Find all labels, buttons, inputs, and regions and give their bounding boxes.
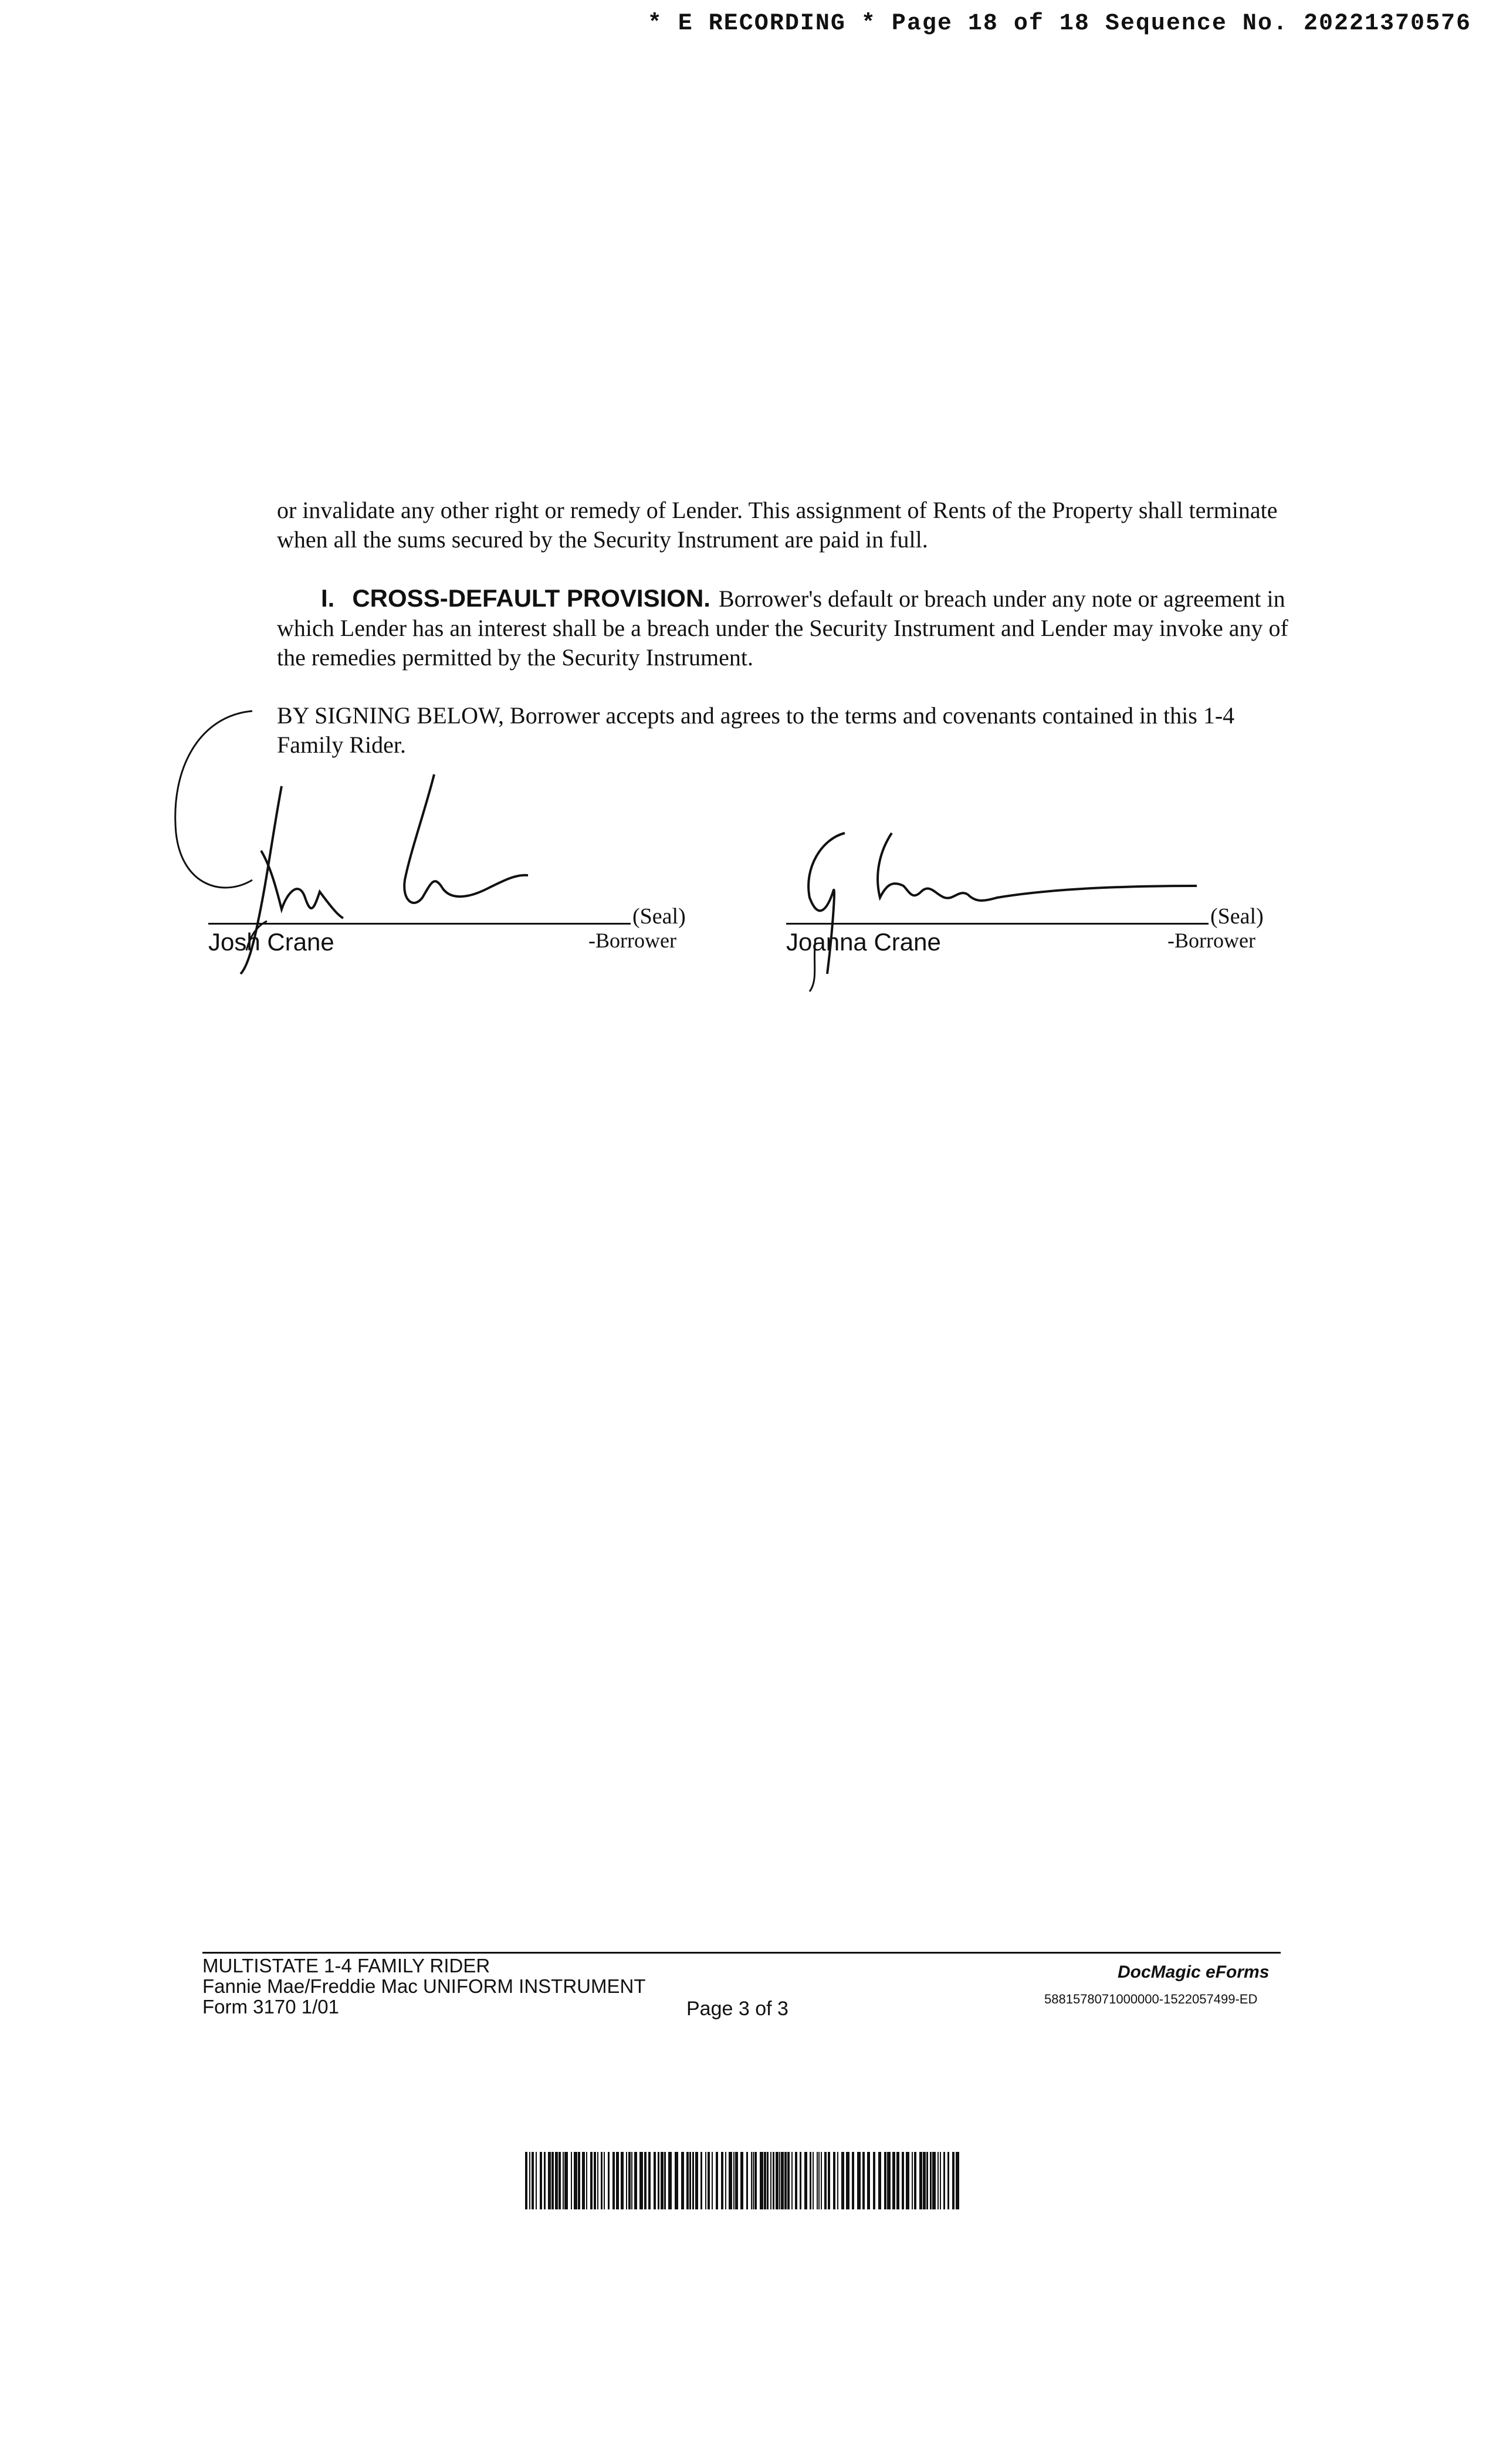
barcode-bar [919, 2152, 922, 2209]
barcode-bar [729, 2152, 732, 2209]
section-letter: I. [321, 584, 335, 612]
barcode-bar [700, 2152, 702, 2209]
barcode-bar [906, 2152, 909, 2209]
barcode-bar [695, 2152, 698, 2209]
form-number: Form 3170 1/01 [202, 1996, 339, 2018]
barcode-bar [776, 2152, 779, 2209]
barcode-bar [902, 2152, 904, 2209]
barcode-bar [604, 2152, 605, 2209]
barcode-bar [536, 2152, 537, 2209]
barcode-bar [781, 2152, 784, 2209]
barcode-bar [821, 2152, 822, 2209]
barcode-bar [947, 2152, 949, 2209]
barcode-bar [912, 2152, 913, 2209]
barcode-bar [540, 2152, 542, 2209]
barcode-bar [529, 2152, 530, 2209]
barcode-bar [760, 2152, 763, 2209]
barcode-bar [773, 2152, 774, 2209]
seal-label-1: (Seal) [632, 904, 686, 929]
barcode-bar [824, 2152, 827, 2209]
barcode-bar [644, 2152, 647, 2209]
form-block [202, 1955, 645, 2017]
barcode-bar [705, 2152, 706, 2209]
barcode-bar [712, 2152, 713, 2209]
barcode-bar [828, 2152, 830, 2209]
barcode-bar [791, 2152, 793, 2209]
barcode-bar [770, 2152, 771, 2209]
barcode-bar [767, 2152, 769, 2209]
barcode-bar [800, 2152, 801, 2209]
form-subtitle: Fannie Mae/Freddie Mac UNIFORM INSTRUMENT [202, 1975, 646, 1997]
barcode-bar [887, 2152, 891, 2209]
barcode-bar [867, 2152, 870, 2209]
cross-default-section [277, 584, 1309, 672]
barcode-bar [628, 2152, 631, 2209]
footer-rule [202, 1952, 1281, 1954]
barcode-bar [559, 2152, 561, 2209]
barcode-bar [681, 2152, 684, 2209]
barcode-bar [937, 2152, 939, 2209]
barcode-bar [689, 2152, 691, 2209]
barcode-bar [923, 2152, 926, 2209]
barcode-bar [733, 2152, 735, 2209]
barcode-bar [857, 2152, 861, 2209]
signature-joanna-crane [786, 821, 1255, 997]
barcode-bar [594, 2152, 596, 2209]
barcode-bar [582, 2152, 585, 2209]
barcode-bar [601, 2152, 603, 2209]
barcode-bar [940, 2152, 941, 2209]
barcode-bar [548, 2152, 551, 2209]
signature-line-2 [786, 923, 1209, 925]
barcode-bar [634, 2152, 637, 2209]
barcode-bar [892, 2152, 895, 2209]
barcode-bar [658, 2152, 659, 2209]
barcode-bar [837, 2152, 838, 2209]
barcode-bar [804, 2152, 807, 2209]
barcode-bar [852, 2152, 854, 2209]
barcode-bar [753, 2152, 754, 2209]
barcode-bar [551, 2152, 554, 2209]
barcode-bar [952, 2152, 955, 2209]
barcode-bar [878, 2152, 881, 2209]
section-text: Borrower's default or breach under any note or agreement in which Lender has an interest shall be a breach under the Security Instrument and Lender may invoke any of the remedies permitted by the Security Instrument. [277, 585, 1288, 671]
barcode-bar [841, 2152, 844, 2209]
barcode-bar [884, 2152, 886, 2209]
barcode-bar [571, 2152, 572, 2209]
barcode-bar [930, 2152, 932, 2209]
barcode-bar [668, 2152, 672, 2209]
page-number: Page 3 of 3 [686, 1998, 788, 2020]
seal-label-2: (Seal) [1210, 904, 1264, 929]
barcode-bar [612, 2152, 615, 2209]
barcode-bar [932, 2152, 936, 2209]
barcode-bar [779, 2152, 780, 2209]
barcode-bar [692, 2152, 694, 2209]
borrower-name-2: Joanna Crane [786, 928, 941, 956]
barcode-bar [813, 2152, 814, 2209]
barcode-bar [716, 2152, 718, 2209]
barcode-bar [661, 2152, 664, 2209]
signing-statement: BY SIGNING BELOW, Borrower accepts and agrees to the terms and covenants contained in this 1-4 Family Rider. [277, 702, 1235, 758]
barcode-bar [740, 2152, 743, 2209]
barcode-bar [586, 2152, 587, 2209]
barcode-bar [555, 2152, 558, 2209]
barcode-bar [846, 2152, 849, 2209]
document-id: 5881578071000000-1522057499-ED [1044, 1992, 1258, 2006]
barcode-bar [574, 2152, 577, 2209]
barcode-bar [721, 2152, 723, 2209]
borrower-role-2: -Borrower [1167, 929, 1255, 952]
section-title: CROSS-DEFAULT PROVISION. [352, 584, 710, 612]
barcode-bar [956, 2152, 959, 2209]
barcode-bar [787, 2152, 790, 2209]
form-title: MULTISTATE 1-4 FAMILY RIDER [202, 1955, 490, 1976]
barcode-bar [943, 2152, 945, 2209]
barcode-bar [764, 2152, 766, 2209]
barcode-bar [544, 2152, 546, 2209]
barcode-bar [873, 2152, 875, 2209]
barcode-bar [675, 2152, 678, 2209]
barcode-bar [833, 2152, 835, 2209]
barcode-bar [818, 2152, 820, 2209]
barcode-bar [784, 2152, 787, 2209]
barcode-bar [563, 2152, 564, 2209]
barcode-bar [725, 2152, 726, 2209]
barcode-bar [735, 2152, 738, 2209]
barcode-bar [708, 2152, 710, 2209]
barcode-bar [532, 2152, 534, 2209]
signature-line-1 [208, 923, 631, 925]
barcode-bar [578, 2152, 580, 2209]
barcode-bar [817, 2152, 818, 2209]
borrower-role-1: -Borrower [588, 929, 676, 952]
barcode-bar [654, 2152, 656, 2209]
barcode-bar [597, 2152, 598, 2209]
barcode-bar [686, 2152, 689, 2209]
barcode-bar [590, 2152, 593, 2209]
borrower-name-1: Josh Crane [208, 928, 334, 956]
barcode-bar [664, 2152, 666, 2209]
barcode [525, 2152, 959, 2209]
barcode-bar [564, 2152, 568, 2209]
docmagic-logo: DocMagic eForms [1118, 1962, 1270, 1982]
barcode-bar [754, 2152, 757, 2209]
barcode-bar [746, 2152, 748, 2209]
recording-header: * E RECORDING * Page 18 of 18 Sequence No. 20221370576 [647, 11, 1471, 37]
barcode-bar [896, 2152, 899, 2209]
barcode-bar [639, 2152, 643, 2209]
barcode-bar [525, 2152, 527, 2209]
barcode-bar [751, 2152, 752, 2209]
barcode-bar [914, 2152, 916, 2209]
barcode-bar [795, 2152, 797, 2209]
barcode-bar [631, 2152, 632, 2209]
barcode-bar [648, 2152, 651, 2209]
barcode-bar [608, 2152, 610, 2209]
barcode-bar [626, 2152, 627, 2209]
barcode-bar [810, 2152, 811, 2209]
barcode-bar [926, 2152, 928, 2209]
paragraph-continued: or invalidate any other right or remedy of Lender. This assignment of Rents of the Property shall terminate when all the sums secured by the Security Instrument are paid in full. [277, 497, 1278, 553]
barcode-bar [621, 2152, 624, 2209]
barcode-bar [862, 2152, 865, 2209]
barcode-bar [616, 2152, 619, 2209]
